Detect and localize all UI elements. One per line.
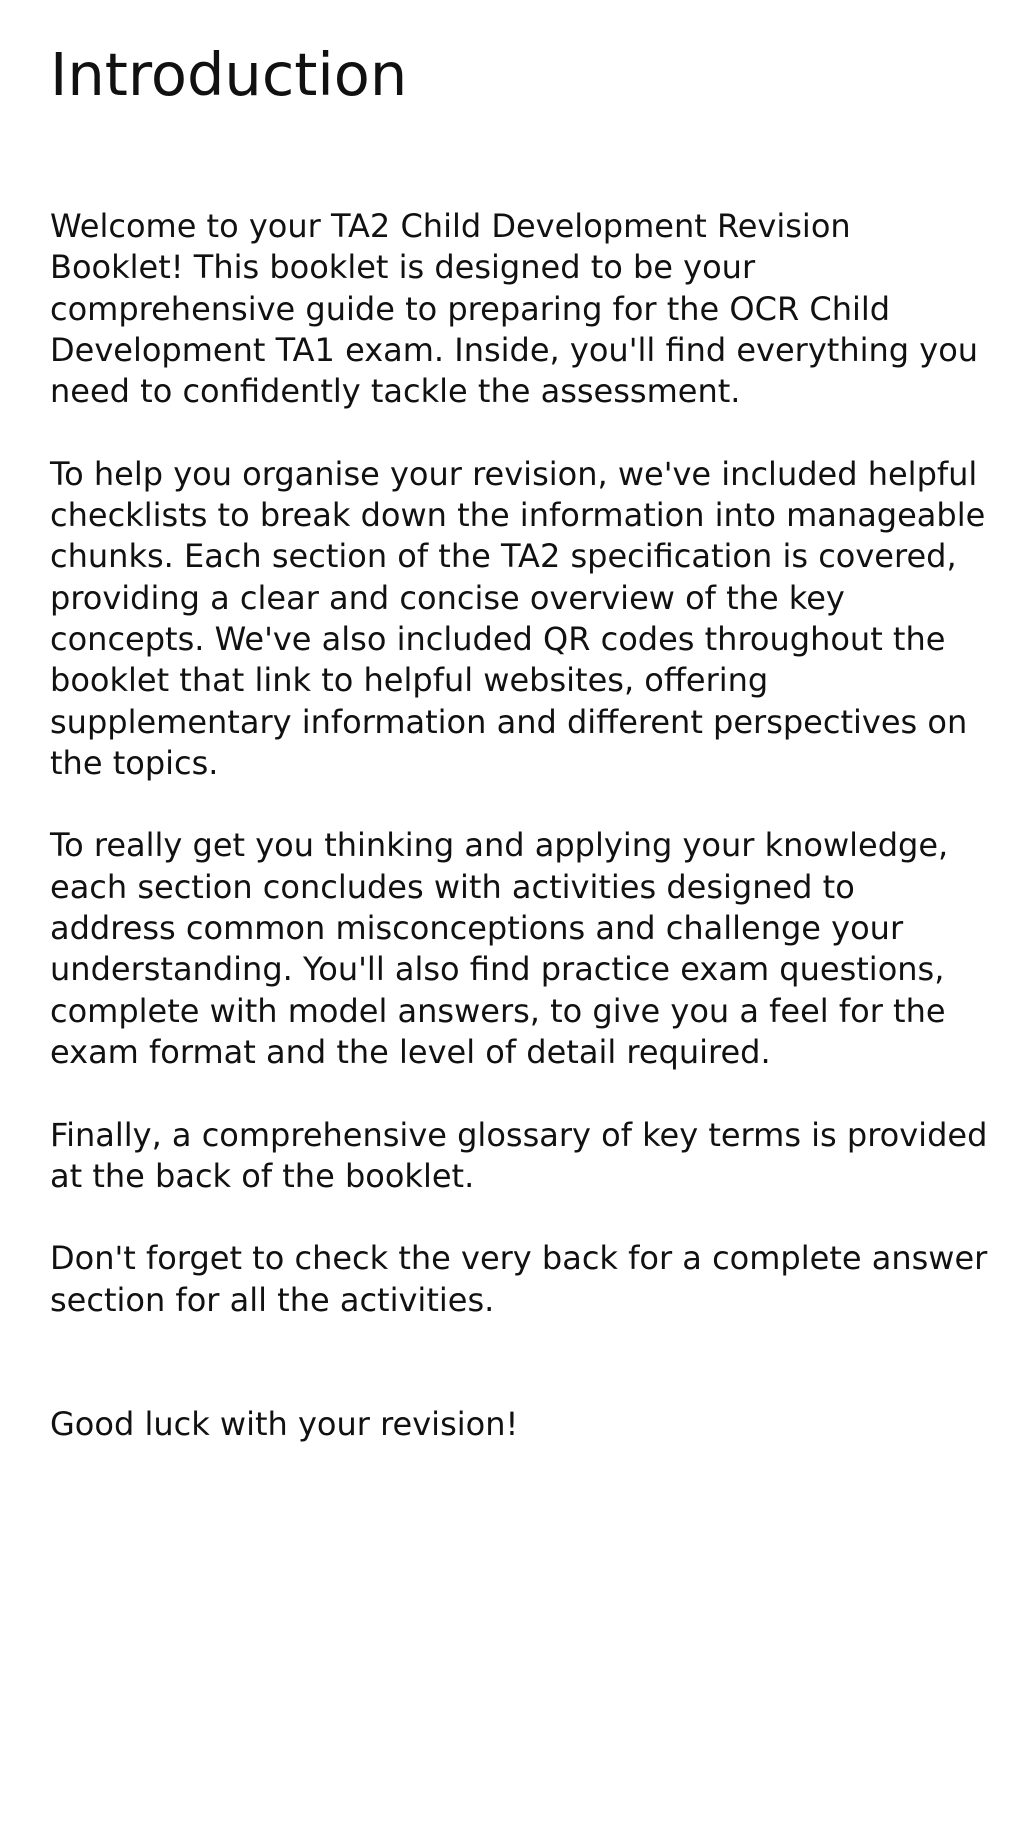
paragraph-good-luck: Good luck with your revision!	[50, 1404, 519, 1443]
paragraph-spacer	[50, 1197, 990, 1238]
paragraph-spacer	[50, 412, 990, 453]
page-title: Introduction	[50, 40, 408, 109]
body-text	[50, 206, 990, 1445]
paragraph-spacer	[50, 1073, 990, 1114]
paragraph-welcome: Welcome to your TA2 Child Development Revision Booklet! This booklet is designed to be your comprehensive guide to preparing for the OCR Child Development TA1 exam. Inside, you'll find everything you need to confidently tackle the assessment.	[50, 207, 979, 411]
paragraph-spacer	[50, 784, 990, 825]
paragraph-answers: Don't forget to check the very back for a complete answer section for all the activities.	[50, 1239, 988, 1319]
paragraph-spacer	[50, 1321, 990, 1404]
paragraph-glossary: Finally, a comprehensive glossary of key terms is provided at the back of the booklet.	[50, 1115, 988, 1195]
document-page	[50, 30, 990, 1445]
paragraph-organise: To help you organise your revision, we've included helpful checklists to break down the information into manageable chunks. Each section of the TA2 specification is covered, providing a clear and concise overview of the key concepts. We've also included QR codes throughout the booklet that link to helpful websites, offering supplementary information and different perspectives on the topics.	[50, 454, 986, 782]
paragraph-activities: To really get you thinking and applying your knowledge, each section concludes with activities designed to address common misconceptions and challenge your understanding. You'll also find practice exam questions, complete with model answers, to give you a feel for the exam format and the level of detail required.	[50, 826, 949, 1071]
